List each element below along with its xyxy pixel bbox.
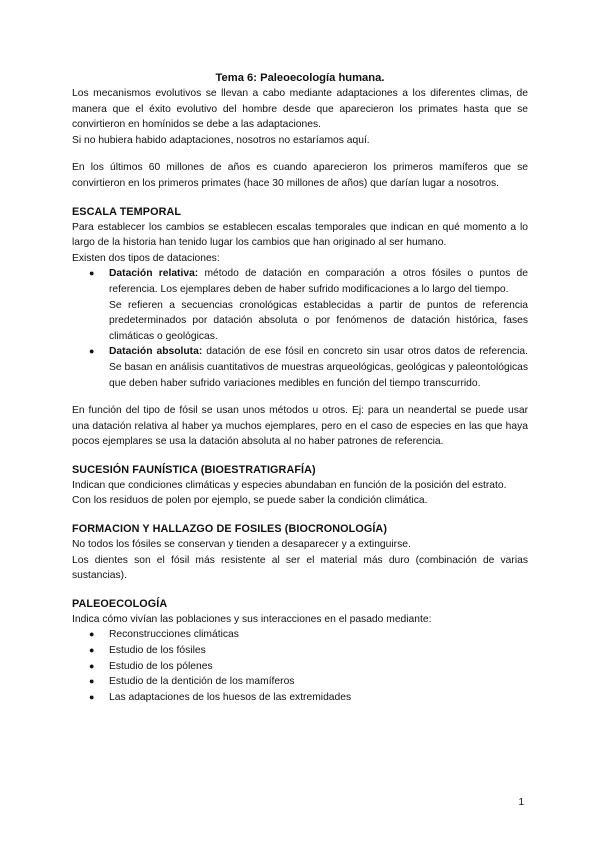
escala-paragraph-3: En función del tipo de fósil se usan unos métodos u otros. Ej: para un neandertal se puede usar una datación relativa al haber ya muchos ejemplares, pero en el caso de especies en las que haya pocos ejemplares se usa la datación absoluta al no haber patrones de referencia. (72, 405, 528, 448)
dating-types-list (72, 266, 528, 391)
sucesion-paragraph-1: Indican que condiciones climáticas y especies abundaban en función de la posición del estrato. (72, 479, 507, 491)
bullet-icon: ● (89, 268, 95, 279)
list-item: ● Estudio de la dentición de los mamíferos (72, 674, 528, 690)
section-heading-escala: ESCALA TEMPORAL (72, 205, 182, 218)
bullet-icon: ● (89, 629, 95, 640)
item-label: Datación absoluta: (109, 346, 203, 358)
intro-paragraph-1: Los mecanismos evolutivos se llevan a cabo mediante adaptaciones a los diferentes climas, de manera que el éxito evolutivo del hombre desde que aparecieron los primates hasta que se convirtieron en homínidos se debe a las adaptaciones. (72, 88, 528, 131)
paleo-paragraph-1: Indica cómo vivían las poblaciones y sus interacciones en el pasado mediante: (72, 613, 432, 625)
intro-paragraph-3: En los últimos 60 millones de años es cuando aparecieron los primeros mamíferos que se convirtieron en los primeros primates (hace 30 millones de años) que darían lugar a nosotros. (72, 162, 528, 189)
section-heading-formacion: FORMACION Y HALLAZGO DE FOSILES (BIOCRONOLOGÍA) (72, 523, 388, 536)
page-number: 1 (518, 797, 524, 808)
formacion-paragraph-2: Los dientes son el fósil más resistente al ser el material más duro (combinación de varias sustancias). (72, 554, 528, 582)
item-label: Datación relativa: (109, 268, 199, 280)
escala-paragraph-2: Existen dos tipos de dataciones: (72, 252, 220, 264)
item-text: método de datación en comparación a otros fósiles o puntos de referencia. Los ejemplares deben de haber sufrido modificaciones a lo largo del tiempo. (109, 268, 528, 295)
bullet-icon: ● (89, 660, 95, 671)
sucesion-paragraph-2: Con los residuos de polen por ejemplo, se puede saber la condición climática. (72, 495, 428, 507)
item-extra: Se refieren a secuencias cronológicas establecidas a partir de puntos de referencia predeterminados por datación absoluta o por fenómenos de datación histórica, fases climáticas o geológicas. (109, 299, 528, 342)
paleo-methods-list (72, 627, 528, 705)
bullet-icon: ● (89, 346, 95, 357)
list-item: ● Las adaptaciones de los huesos de las extremidades (72, 690, 528, 706)
escala-paragraph-1: Para establecer los cambios se establecen escalas temporales que indican en qué momento a lo largo de la historia han tenido lugar los cambios que han originado al ser humano. (72, 221, 528, 249)
formacion-paragraph-1: No todos los fósiles se conservan y tienden a desaparecer y a extinguirse. (72, 539, 411, 551)
list-item: ● Reconstrucciones climáticas (72, 627, 528, 643)
section-heading-sucesion: SUCESIÓN FAUNÍSTICA (BIOESTRATIGRAFÍA) (72, 463, 316, 476)
bullet-icon: ● (89, 676, 95, 687)
item-text: datación de ese fósil en concreto sin usar otros datos de referencia. Se basan en análisis cuantitativos de muestras arqueológicas, geológicas y paleontológicas que deben haber sufrido variaciones medibles en función del tiempo transcurrido. (109, 346, 528, 389)
section-heading-paleo: PALEOECOLOGÍA (72, 597, 168, 610)
bullet-icon: ● (89, 645, 95, 656)
list-item (72, 344, 528, 391)
list-item (72, 266, 528, 344)
bullet-icon: ● (89, 691, 95, 702)
document-page (72, 70, 528, 705)
list-item: ● Estudio de los fósiles (72, 643, 528, 659)
list-item: ● Estudio de los pólenes (72, 659, 528, 675)
intro-paragraph-2: Si no hubiera habido adaptaciones, nosotros no estaríamos aquí. (72, 134, 370, 146)
document-title: Tema 6: Paleoecología humana. (215, 72, 385, 84)
